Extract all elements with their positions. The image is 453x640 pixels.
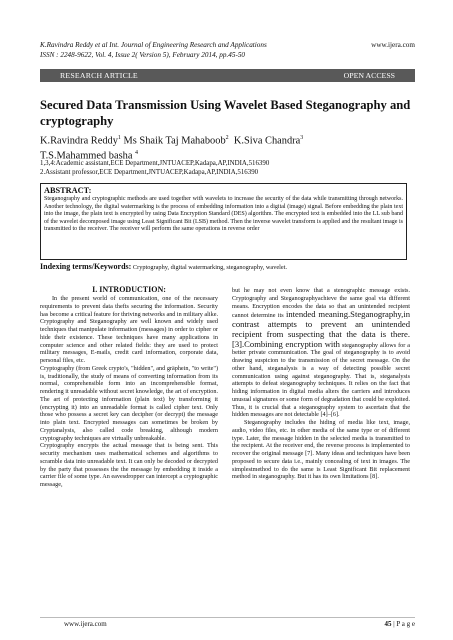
author-4-affil: 4 (135, 150, 139, 157)
author-3: K.Siva Chandra (233, 135, 301, 147)
abstract-box (40, 183, 407, 260)
right-paragraph-1 (232, 287, 410, 419)
page-suffix: | P a g e (391, 620, 415, 628)
running-header (40, 40, 415, 60)
page-number-value: 45 (384, 620, 392, 628)
author-3-affil: 3 (300, 135, 304, 141)
abstract-text: Steganography and cryptographic methods are used together with wavelets to increase the security of the data while transmitting through networks. Another technology, the digital watermarking is the process of embedding information into a digital (image) signal. Before embedding the plain text into the image, the plain text is encrypted by using Data Encryption Standard (DES) algorithm. The encrypted text is embedded into the LL sub band of the wavelet decomposed image using Least Significant Bit (LSB) method. Then the inverse wavelet transform is applied and the resultant image is transmitted to the receiver. The receiver will perform the same operations in reverse order (44, 196, 403, 233)
open-access-label: OPEN ACCESS (343, 71, 395, 80)
intro-paragraph-3: Cryptography encrypts the actual message that is being sent. This security mechanism uses mathematical schemes and algorithms to scramble data into unreadable text. It can only be decoded or decrypted by the party that possesses the the message by embedding it inside a carrier file of some type. An eavesdropper can intercept a cryptographic message, (40, 442, 218, 488)
research-article-label: RESEARCH ARTICLE (60, 71, 138, 80)
author-1: K.Ravindra Reddy (40, 135, 118, 147)
journal-line-2: ISSN : 2248-9622, Vol. 4, Issue 2( Version 5), February 2014, pp.45-50 (40, 51, 246, 59)
keywords-value: Cryptography, digital watermarking, steganography, wavelet. (131, 264, 288, 271)
page-number (385, 618, 416, 630)
keywords-label: Indexing terms/Keywords: (40, 262, 132, 271)
right-column (232, 287, 410, 481)
right-paragraph-2: Steganography includes the hiding of media like text, image, audio, video files, etc. in other media of the same type or of different type. Later, the message hidden in the selected media is transmitted to the recipient. At the receiver end, the reverse process is implemented to recover the original message [7]. Many ideas and techniques have been proposed to secure data i.e., mainly concealing of text in images. The simplestmethod to do the same is Least Significant Bit replacement method in steganography. But it has its own limitations [8]. (232, 419, 410, 481)
section-heading-introduction: I. INTRODUCTION: (92, 285, 166, 294)
affiliation-2: 2.Assistant professor,ECE Department,JNTUACEP,Kadapa,AP,INDIA,516390 (40, 169, 259, 176)
article-type-banner (40, 69, 415, 82)
affiliation-1: 1,3,4:Academic assistant,ECE Department,JNTUACEP,Kadapa,AP,INDIA,516390 (40, 160, 270, 167)
journal-line-1: K.Ravindra Reddy et al Int. Journal of Engineering Research and Applications (40, 41, 267, 49)
affiliations (40, 159, 415, 177)
intro-paragraph-2: Cryptography (from Greek crypto's, "hidden", and gräphein, "to write") is, traditionally, the study of means of converting information from its normal, comprehensible form into an incomprehensible format, rendering it unreadable without secret knowledge, the art of encryption. The art of protecting information (plain text) by transforming it (encrypting it) into an unreadable format is called cipher text. Only those who possess a secret key can decipher (or decrypt) the message into plain text. Encrypted messages can sometimes be broken by Cryptanalysis, also called code breaking, although modern cryptography techniques are virtually unbreakable. (40, 364, 218, 442)
keywords (40, 262, 415, 273)
abstract-heading: ABSTRACT: (44, 186, 92, 195)
author-2: Ms Shaik Taj Mahaboob (123, 135, 226, 147)
left-column (40, 285, 218, 489)
author-2-affil: 2 (225, 135, 229, 141)
intro-paragraph-1: In the present world of communication, one of the necessary requirements to prevent data thefts securing the information. Security has become a critical feature for thriving networks and in military alike. Cryptography and Steganography are well known and widely used techniques that manipulate information (messages) in order to cipher or hide their existence. These techniques have many applications in computer science and other related fields: they are used to protect military messages, E-mails, credit card information, corporate data, personal files, etc. (40, 295, 218, 364)
journal-url[interactable]: www.ijera.com (371, 41, 415, 49)
right-paragraph-1-large-text: intended meaning.Steganography,in contrast attempts to prevent an unintended recipient from suspecting that the data is there. [3].Combining encryption with (232, 309, 410, 349)
page-footer (40, 617, 415, 630)
footer-url[interactable]: www.ijera.com (64, 620, 107, 628)
right-paragraph-1-start: but he may not even know that a stenographic message exists. Cryptography and Steganographyachieve the same goal via different means. Encryption encodes the data so that an unintended recipient cannot determine its (232, 287, 410, 320)
author-1-affil: 1 (117, 135, 121, 141)
right-paragraph-1-end: steganography allows for a better private communication. The goal of steganography is to avoid drawing suspicion to the transmission of the secret message. On the other hand, steganalysis is a way of detecting possible secret communication using against steganography. That is, steganalysis attempts to defeat steganography techniques. It relies on the fact that hiding information in digital media alters the carriers and introduces unusual signatures or some form of degradation that could be exploited. Thus, it is crucial that a steganography system to ascertain that the hidden messages are not detectable [4]–[6]. (232, 341, 410, 419)
author-4: T.S.Mahammed basha (40, 150, 133, 162)
paper-title: Secured Data Transmission Using Wavelet Based Steganography and cryptography (40, 98, 411, 128)
